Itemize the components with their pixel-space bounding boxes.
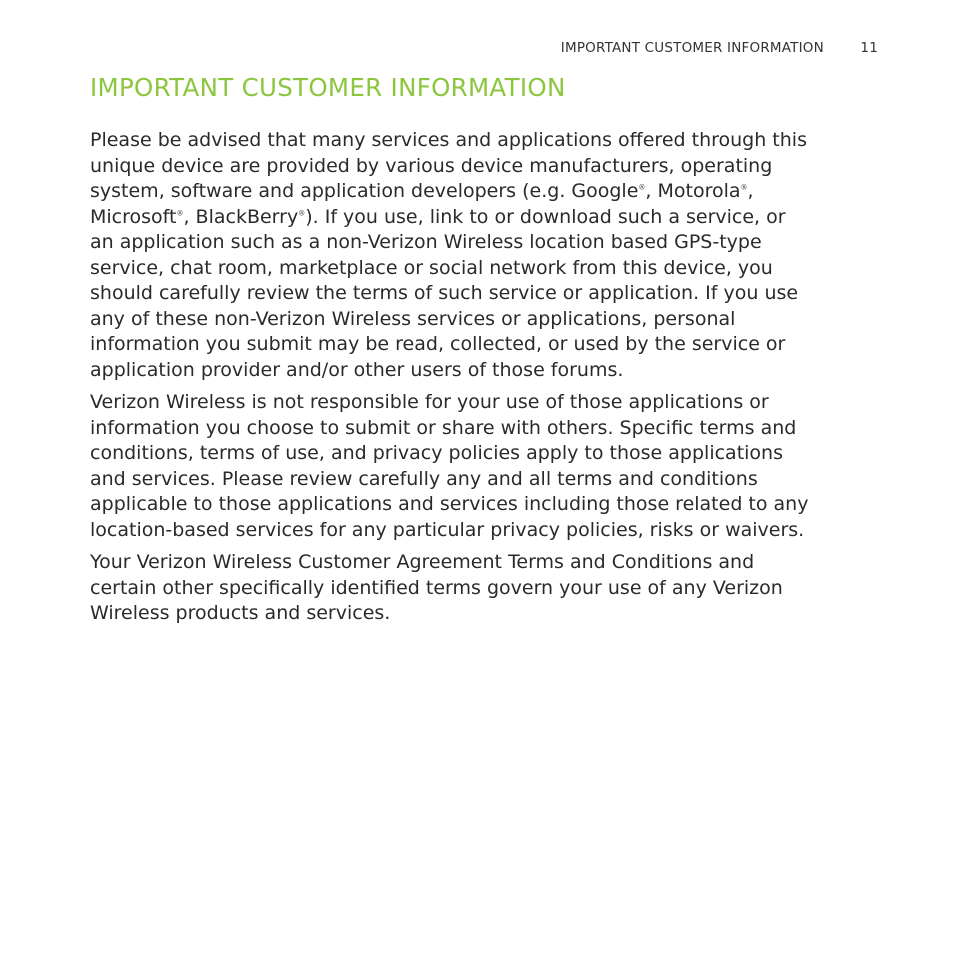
paragraph-1-line-7: should carefully review the terms of such service or application. If you use	[90, 282, 799, 304]
paragraph-3-line-1: Your Verizon Wireless Customer Agreement Terms and Conditions and	[90, 551, 755, 573]
text-fragment: ). If you use, link to or download such a service, or	[305, 205, 786, 228]
paragraph-1-line-4	[90, 205, 890, 231]
paragraph-2-line-4: and services. Please review carefully any and all terms and conditions	[90, 467, 758, 490]
paragraph-1-line-6: service, chat room, marketplace or social network from this device, you	[90, 256, 773, 279]
page-title: IMPORTANT CUSTOMER INFORMATION	[90, 73, 566, 102]
paragraph-3-line-2: certain other specifically identified terms govern your use of any Verizon	[90, 576, 783, 599]
text-fragment: system, software and application developers (e.g. Google	[90, 180, 639, 202]
running-header-title: IMPORTANT CUSTOMER INFORMATION	[560, 40, 824, 56]
registered-mark: ®	[740, 183, 748, 192]
page-number: 11	[860, 40, 878, 56]
registered-mark: ®	[638, 183, 646, 192]
paragraph-1	[90, 128, 890, 383]
paragraph-1-line-2: unique device are provided by various device manufacturers, operating	[90, 154, 773, 177]
paragraph-2-line-1: Verizon Wireless is not responsible for your use of those applications or	[90, 391, 769, 413]
text-fragment: , Motorola	[645, 180, 741, 202]
text-fragment: , BlackBerry	[183, 205, 299, 228]
paragraph-2	[90, 390, 890, 543]
body-text	[90, 128, 890, 634]
text-fragment: Microsoft	[90, 205, 177, 228]
paragraph-2-line-3: conditions, terms of use, and privacy policies apply to those applications	[90, 442, 783, 464]
paragraph-1-line-3	[90, 179, 890, 205]
paragraph-1-line-9: information you submit may be read, collected, or used by the service or	[90, 333, 786, 355]
registered-mark: ®	[176, 209, 184, 218]
paragraph-2-line-5: applicable to those applications and services including those related to any	[90, 493, 809, 515]
paragraph-2-line-2: information you choose to submit or share with others. Specific terms and	[90, 416, 797, 439]
paragraph-3-line-3: Wireless products and services.	[90, 602, 391, 624]
paragraph-2-line-6: location-based services for any particular privacy policies, risks or waivers.	[90, 518, 805, 541]
text-fragment: ,	[747, 180, 754, 202]
registered-mark: ®	[298, 209, 306, 218]
paragraph-1-line-10: application provider and/or other users of those forums.	[90, 358, 624, 381]
paragraph-1-line-5: an application such as a non-Verizon Wireless location based GPS-type	[90, 231, 762, 253]
paragraph-1-line-1: Please be advised that many services and applications offered through this	[90, 129, 807, 151]
paragraph-3	[90, 550, 890, 627]
paragraph-1-line-8: any of these non-Verizon Wireless services or applications, personal	[90, 307, 736, 330]
running-header	[561, 40, 878, 56]
